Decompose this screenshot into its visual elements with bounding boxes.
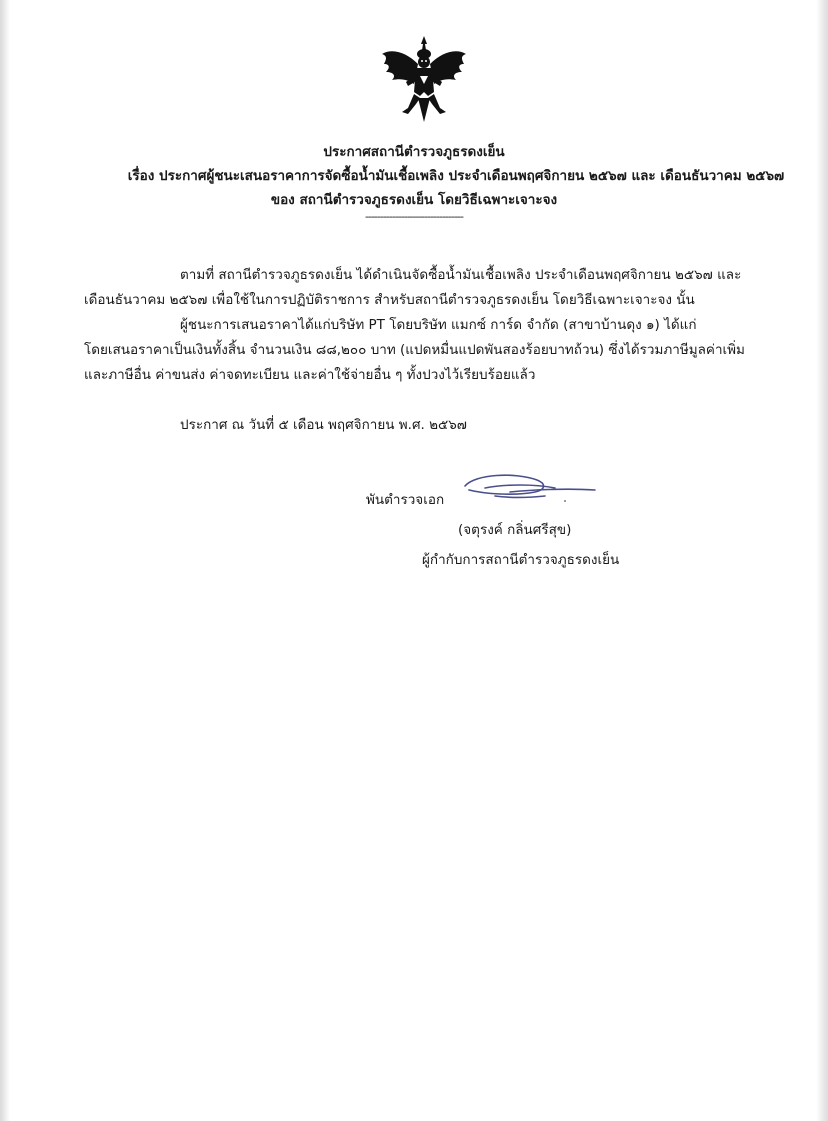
paragraph1-line1: ตามที่ สถานีตำรวจภูธรดงเย็น ได้ดำเนินจัดซื้อน้ำมันเชื้อเพลิง ประจำเดือนพฤศจิกายน ๒๕๖๗ และ [180, 267, 742, 283]
title-divider: --------------------------------- [365, 210, 463, 223]
announcement-subject: เรื่อง ประกาศผู้ชนะเสนอราคาการจัดซื้อน้ำมันเชื้อเพลิง ประจำเดือนพฤศจิกายน ๒๕๖๗ และ เดือนธันวาคม ๒๕๖๗ [127, 168, 785, 184]
signer-position: ผู้กำกับการสถานีตำรวจภูธรดงเย็น [422, 552, 620, 568]
paragraph2-line1: ผู้ชนะการเสนอราคาได้แก่บริษัท PT โดยบริษัท แมกซ์ การ์ด จำกัด (สาขาบ้านดุง ๑) ได้แก่ [180, 317, 697, 333]
announcement-date: ประกาศ ณ วันที่ ๕ เดือน พฤศจิกายน พ.ศ. ๒๕๖๗ [180, 417, 467, 433]
signature-image [455, 468, 600, 508]
page-edge-left [0, 0, 10, 1121]
signer-name: (จตุรงค์ กลิ่นศรีสุข) [458, 522, 572, 538]
signer-rank: พันตำรวจเอก [366, 492, 445, 508]
garuda-emblem-icon [378, 34, 470, 126]
paragraph1-line2: เดือนธันวาคม ๒๕๖๗ เพื่อใช้ในการปฏิบัติราชการ สำหรับสถานีตำรวจภูธรดงเย็น โดยวิธีเฉพาะเจาะจง นั้น [84, 292, 695, 308]
announcement-subject-continued: ของ สถานีตำรวจภูธรดงเย็น โดยวิธีเฉพาะเจาะจง [270, 192, 558, 208]
paragraph2-line3: และภาษีอื่น ค่าขนส่ง ค่าจดทะเบียน และค่าใช้จ่ายอื่น ๆ ทั้งปวงไว้เรียบร้อยแล้ว [84, 367, 536, 383]
paragraph2-line2: โดยเสนอราคาเป็นเงินทั้งสิ้น จำนวนเงิน ๘๘,๒๐๐ บาท (แปดหมื่นแปดพันสองร้อยบาทถ้วน) ซึ่งได้รวมภาษีมูลค่าเพิ่ม [84, 342, 745, 358]
announcement-title: ประกาศสถานีตำรวจภูธรดงเย็น [323, 144, 505, 160]
